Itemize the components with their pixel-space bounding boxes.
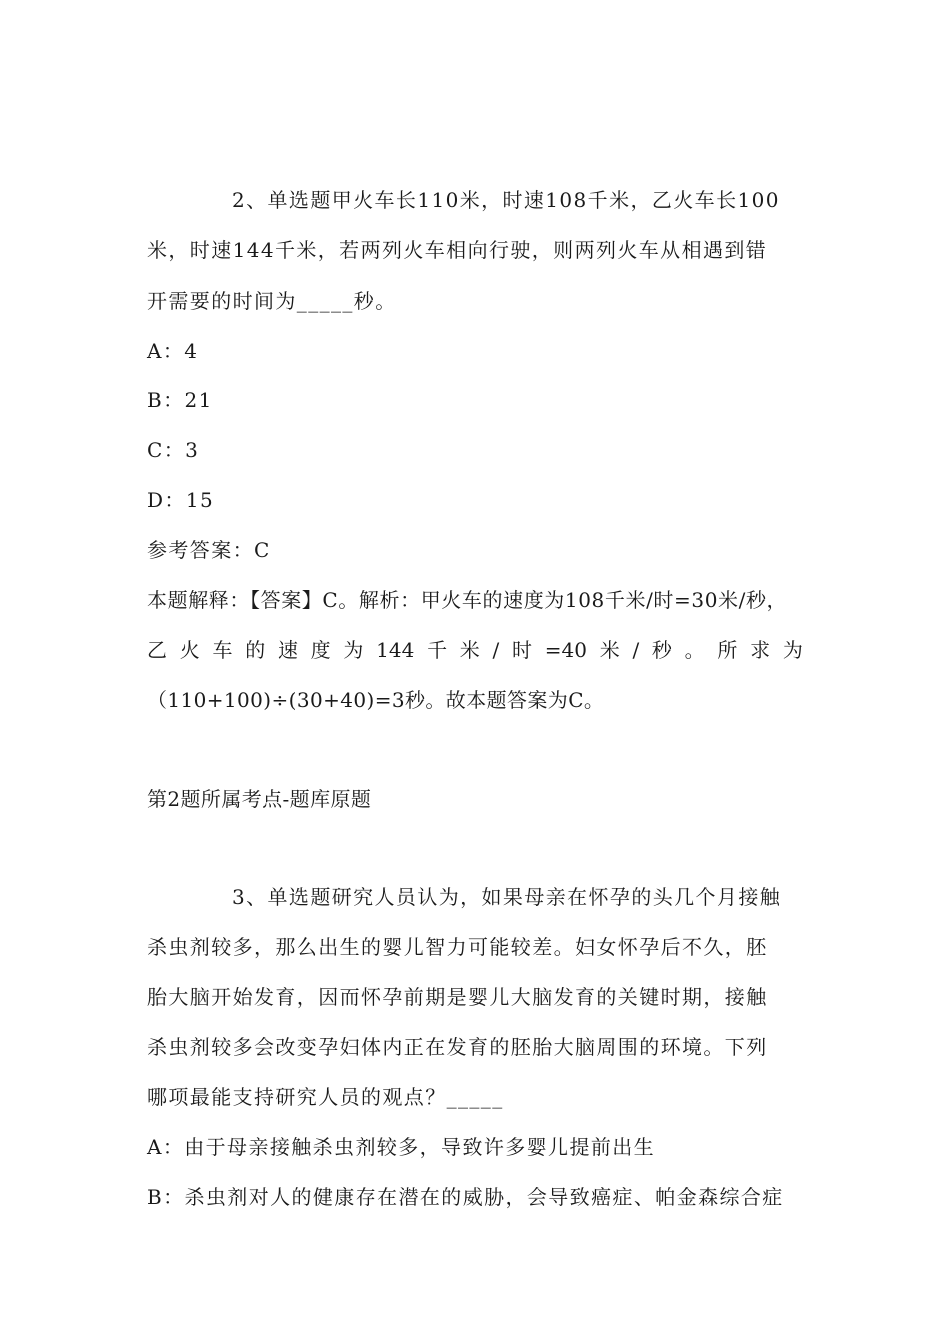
explanation-token: 144 — [376, 638, 415, 662]
q2-option-c: C：3 — [147, 438, 200, 462]
explanation-token: 求 — [750, 638, 771, 662]
q3-option-a: A：由于母亲接触杀虫剂较多，导致许多婴儿提前出生 — [147, 1135, 656, 1159]
q2-option-b: B：21 — [147, 388, 213, 412]
explanation-token: 火 — [179, 638, 200, 662]
explanation-token: 。 — [684, 638, 705, 662]
explanation-token: 秒 — [651, 638, 672, 662]
explanation-token: 时 — [512, 638, 533, 662]
q2-stem-line-1: 2、单选题甲火车长110米，时速108千米，乙火车长100 — [232, 188, 780, 212]
explanation-token: 千 — [427, 638, 448, 662]
q2-stem-line-3: 开需要的时间为_____秒。 — [147, 289, 397, 313]
explanation-token: 度 — [310, 638, 331, 662]
q2-option-d: D：15 — [147, 488, 215, 512]
q2-option-a: A：4 — [147, 339, 199, 363]
explanation-token: 速 — [277, 638, 298, 662]
explanation-token: 米 — [459, 638, 480, 662]
explanation-token: 所 — [717, 638, 738, 662]
q2-stem-line-2: 米，时速144千米，若两列火车相向行驶，则两列火车从相遇到错 — [147, 238, 768, 262]
explanation-token: 为 — [343, 638, 364, 662]
q3-stem-line-2: 杀虫剂较多，那么出生的婴儿智力可能较差。妇女怀孕后不久，胚 — [147, 935, 768, 959]
q3-stem-line-3: 胎大脑开始发育，因而怀孕前期是婴儿大脑发育的关键时期，接触 — [147, 985, 768, 1009]
q3-stem-line-4: 杀虫剂较多会改变孕妇体内正在发育的胚胎大脑周围的环境。下列 — [147, 1035, 768, 1059]
explanation-token: 为 — [782, 638, 803, 662]
q3-stem-line-5: 哪项最能支持研究人员的观点？_____ — [147, 1085, 504, 1109]
q3-stem-line-1: 3、单选题研究人员认为，如果母亲在怀孕的头几个月接触 — [232, 885, 782, 909]
explanation-token: 的 — [245, 638, 266, 662]
explanation-token: 车 — [212, 638, 233, 662]
q3-option-b: B：杀虫剂对人的健康存在潜在的威胁，会导致癌症、帕金森综合症 — [147, 1185, 784, 1209]
explanation-token: / — [632, 638, 640, 662]
q2-explanation-line-3: （110+100)÷(30+40)=3秒。故本题答案为C。 — [147, 688, 605, 712]
explanation-token: 乙 — [147, 638, 167, 662]
q2-topic: 第2题所属考点-题库原题 — [147, 787, 372, 811]
q2-explanation-line-2 — [147, 636, 803, 664]
q2-answer: 参考答案：C — [147, 538, 271, 562]
explanation-token: 米 — [599, 638, 620, 662]
q2-explanation-line-1: 本题解释：【答案】C。解析：甲火车的速度为108千米/时=30米/秒， — [147, 588, 788, 612]
explanation-token: =40 — [544, 638, 587, 662]
explanation-token: / — [492, 638, 500, 662]
